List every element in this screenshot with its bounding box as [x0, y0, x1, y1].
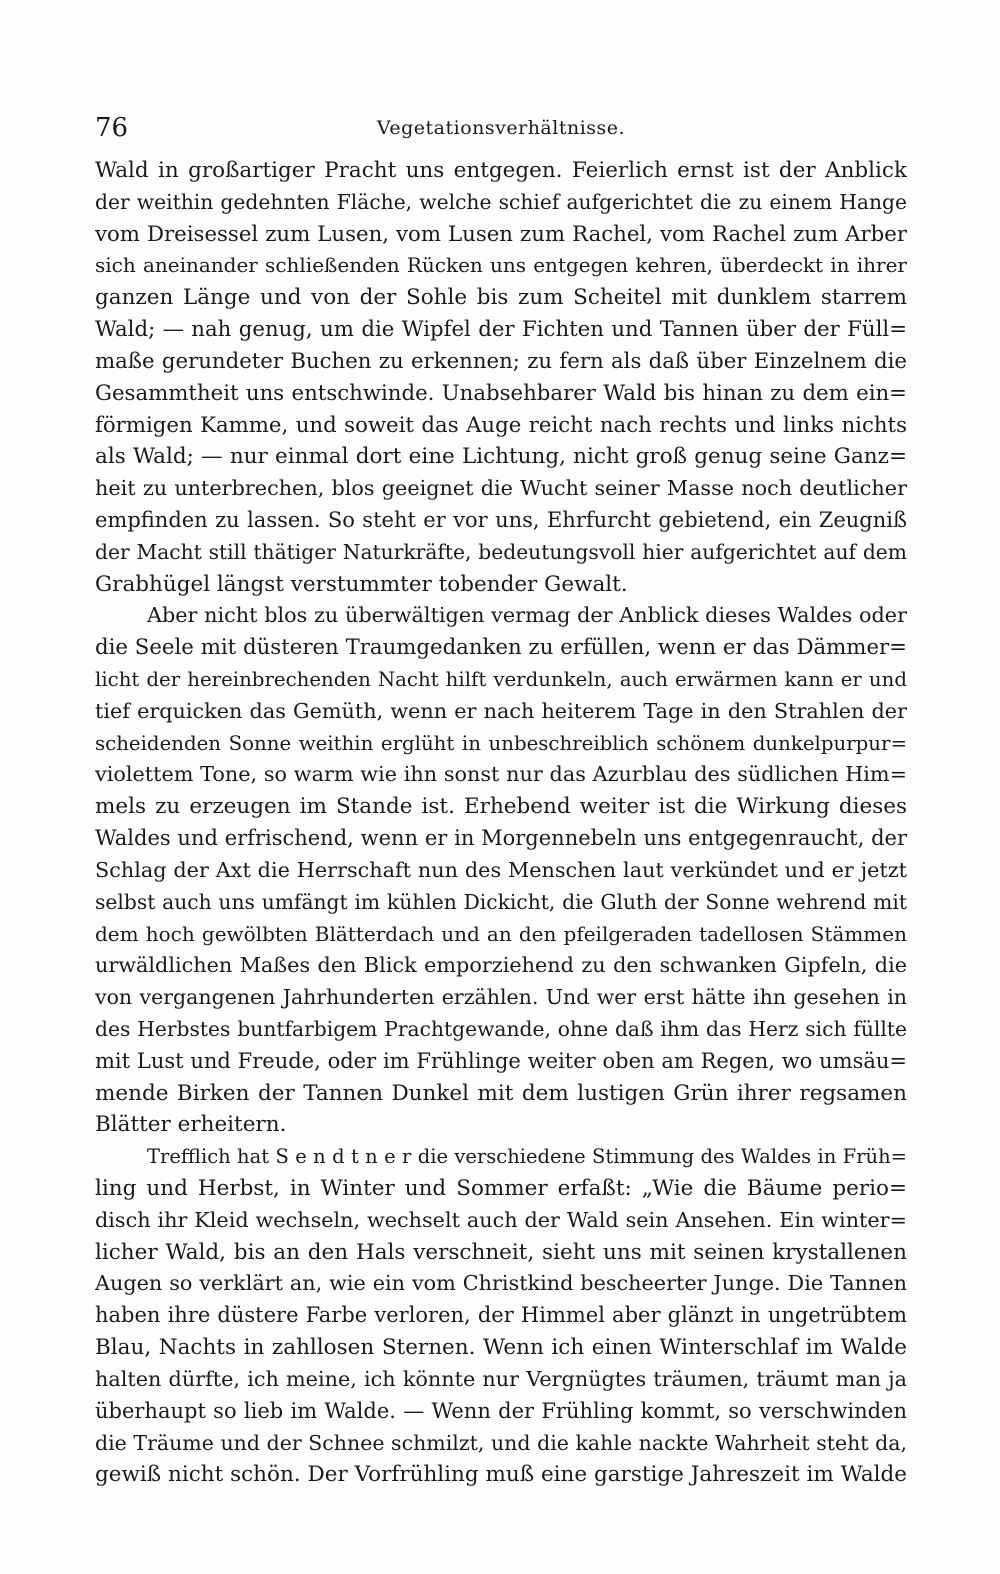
- running-title: Vegetationsverhältnisse.: [376, 117, 626, 139]
- text-line: selbst auch uns umfängt im kühlen Dickicht, die Gluth der Sonne wehrend mit: [95, 889, 907, 914]
- text-line: Blau, Nachts in zahllosen Sternen. Wenn ich einen Winterschlaf im Walde: [95, 1335, 907, 1361]
- text-line: disch ihr Kleid wechseln, wechselt auch der Wald sein Ansehen. Ein winter=: [95, 1207, 907, 1232]
- text-line: scheidenden Sonne weithin erglüht in unbeschreiblich schönem dunkelpurpur=: [95, 731, 907, 755]
- text-line: violettem Tone, so warm wie ihn sonst nur das Azurblau des südlichen Him=: [95, 762, 907, 787]
- text-line: Blätter erheitern.: [95, 1112, 287, 1138]
- text-line: tief erquicken das Gemüth, wenn er nach heiterem Tage in den Strahlen der: [95, 698, 907, 723]
- text-line: heit zu unterbrechen, blos geeignet die Wucht seiner Masse noch deutlicher: [95, 476, 907, 501]
- text-line: Trefflich hat S e n d t n e r die verschiedene Stimmung des Waldes in Früh=: [147, 1145, 907, 1169]
- text-line: Wald in großartiger Pracht uns entgegen. Feierlich ernst ist der Anblick: [95, 158, 907, 183]
- text-line: urwäldlichen Maßes den Blick emporziehend zu den schwanken Gipfeln, die: [95, 953, 907, 978]
- text-line: Grabhügel längst verstummter tobender Gewalt.: [95, 571, 628, 597]
- text-line: gewiß nicht schön. Der Vorfrühling muß eine garstige Jahreszeit im Walde: [95, 1462, 907, 1488]
- text-line: Gesammtheit uns entschwinde. Unabsehbarer Wald bis hinan zu dem ein=: [95, 380, 907, 406]
- text-line: ling und Herbst, in Winter und Sommer erfaßt: „Wie die Bäume perio=: [95, 1176, 907, 1201]
- running-head: [95, 108, 907, 148]
- text-line: Wald; — nah genug, um die Wipfel der Fichten und Tannen über der Füll=: [95, 317, 907, 343]
- text-line: überhaupt so lieb im Walde. — Wenn der Frühling kommt, so verschwinden: [95, 1398, 907, 1423]
- text-line: als Wald; — nur einmal dort eine Lichtung, nicht groß genug seine Ganz=: [95, 444, 907, 470]
- text-line: dem hoch gewölbten Blätterdach und an den pfeilgeraden tadellosen Stämmen: [95, 921, 907, 946]
- text-line: die Seele mit düsteren Traumgedanken zu erfüllen, wenn er das Dämmer=: [95, 635, 907, 661]
- text-line: des Herbstes buntfarbigem Prachtgewande, ohne daß ihm das Herz sich füllte: [95, 1016, 907, 1041]
- text-line: ganzen Länge und von der Sohle bis zum Scheitel mit dunklem starrem: [95, 285, 907, 311]
- text-line: vom Dreisessel zum Lusen, vom Lusen zum Rachel, vom Rachel zum Arber: [95, 221, 907, 247]
- text-line: von vergangenen Jahrhunderten erzählen. Und wer erst hätte ihn gesehen in: [95, 985, 907, 1010]
- text-line: Waldes und erfrischend, wenn er in Morgennebeln uns entgegenraucht, der: [95, 826, 907, 851]
- text-line: Aber nicht blos zu überwältigen vermag der Anblick dieses Waldes oder: [147, 603, 907, 628]
- text-line: der weithin gedehnten Fläche, welche schief aufgerichtet die zu einem Hange: [95, 189, 907, 214]
- text-line: sich aneinander schließenden Rücken uns entgegen kehren, überdeckt in ihrer: [95, 253, 907, 278]
- page-number: 76: [95, 113, 129, 143]
- text-line: mende Birken der Tannen Dunkel mit dem lustigen Grün ihrer regsamen: [95, 1080, 907, 1106]
- body-text: [95, 155, 907, 1491]
- text-line: Augen so verklärt an, wie ein vom Christkind bescheerter Junge. Die Tannen: [95, 1271, 907, 1296]
- text-line: licht der hereinbrechenden Nacht hilft verdunkeln, auch erwärmen kann er und: [95, 668, 907, 691]
- text-line: haben ihre düstere Farbe verloren, der Himmel aber glänzt in ungetrübtem: [95, 1303, 907, 1328]
- text-line: mels zu erzeugen im Stande ist. Erhebend weiter ist die Wirkung dieses: [95, 794, 907, 820]
- text-line: licher Wald, bis an den Hals verschneit, sieht uns mit seinen krystallenen: [95, 1239, 907, 1265]
- text-line: Schlag der Axt die Herrschaft nun des Menschen laut verkündet und er jetzt: [95, 857, 907, 882]
- text-line: die Träume und der Schnee schmilzt, und die kahle nackte Wahrheit steht da,: [95, 1430, 907, 1455]
- text-line: der Macht still thätiger Naturkräfte, bedeutungsvoll hier aufgerichtet auf dem: [95, 539, 907, 564]
- text-line: förmigen Kamme, und soweit das Auge reicht nach rechts und links nichts: [95, 412, 907, 438]
- text-line: empfinden zu lassen. So steht er vor uns, Ehrfurcht gebietend, ein Zeugniß: [95, 507, 907, 532]
- text-line: halten dürfte, ich meine, ich könnte nur Vergnügtes träumen, träumt man ja: [95, 1366, 907, 1391]
- text-line: mit Lust und Freude, oder im Frühlinge weiter oben am Regen, wo umsäu=: [95, 1048, 907, 1073]
- text-line: maße gerundeter Buchen zu erkennen; zu fern als daß über Einzelnem die: [95, 348, 907, 374]
